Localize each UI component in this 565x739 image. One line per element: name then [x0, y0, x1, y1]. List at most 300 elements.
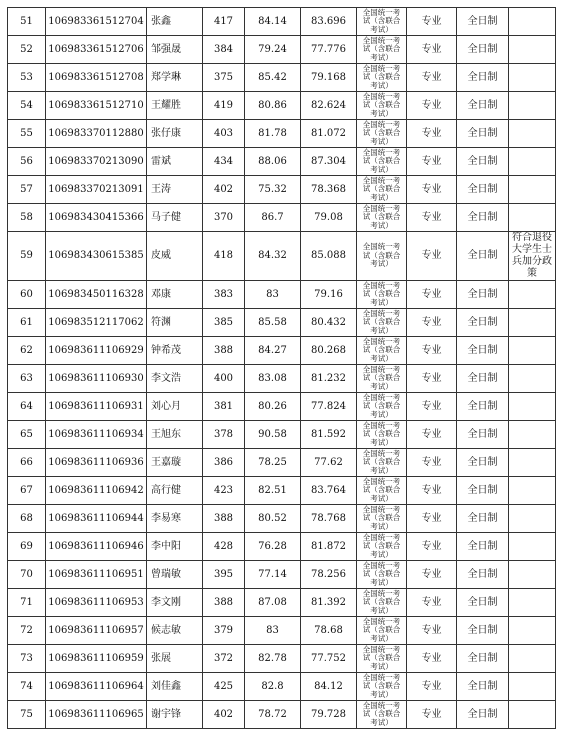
exam-mode-cell [357, 204, 407, 232]
initial-score-cell: 425 [203, 673, 245, 701]
row-number-cell: 72 [8, 617, 46, 645]
degree-type-cell: 专业 [407, 204, 457, 232]
degree-type-cell: 专业 [407, 365, 457, 393]
initial-score-cell: 381 [203, 393, 245, 421]
exam-mode-cell-text: 全国统一考试（含联合考试） [362, 203, 401, 230]
degree-type-cell: 专业 [407, 421, 457, 449]
candidate-id-cell: 106983611106951 [46, 561, 147, 589]
retest-score-cell: 81.78 [245, 120, 301, 148]
table-body [8, 8, 556, 729]
retest-score-cell: 83 [245, 617, 301, 645]
table-row [8, 701, 556, 729]
initial-score-cell: 417 [203, 8, 245, 36]
study-mode-cell: 全日制 [457, 449, 509, 477]
exam-mode-cell-text: 全国统一考试（含联合考试） [362, 392, 401, 419]
row-number-cell: 62 [8, 337, 46, 365]
initial-score-cell: 428 [203, 533, 245, 561]
table-row [8, 421, 556, 449]
candidate-id-cell: 106983361512704 [46, 8, 147, 36]
degree-type-cell: 专业 [407, 701, 457, 729]
exam-mode-cell-text: 全国统一考试（含联合考试） [362, 280, 401, 307]
total-score-cell: 80.268 [301, 337, 357, 365]
total-score-cell: 77.752 [301, 645, 357, 673]
initial-score-cell: 375 [203, 64, 245, 92]
candidate-name-cell: 王旭东 [147, 421, 203, 449]
retest-score-cell: 82.51 [245, 477, 301, 505]
initial-score-cell: 434 [203, 148, 245, 176]
exam-mode-cell-text: 全国统一考试（含联合考试） [362, 700, 401, 727]
initial-score-cell: 423 [203, 477, 245, 505]
exam-mode-cell-text: 全国统一考试（含联合考试） [362, 308, 401, 335]
exam-mode-cell-text: 全国统一考试（含联合考试） [362, 672, 401, 699]
initial-score-cell: 383 [203, 281, 245, 309]
retest-score-cell: 78.25 [245, 449, 301, 477]
candidate-id-cell: 106983611106965 [46, 701, 147, 729]
total-score-cell: 85.088 [301, 232, 357, 281]
candidate-id-cell: 106983611106964 [46, 673, 147, 701]
initial-score-cell: 386 [203, 449, 245, 477]
table-row [8, 281, 556, 309]
candidate-name-cell: 皮威 [147, 232, 203, 281]
candidate-id-cell: 106983611106946 [46, 533, 147, 561]
retest-score-cell: 77.14 [245, 561, 301, 589]
total-score-cell: 83.764 [301, 477, 357, 505]
candidate-id-cell: 106983430615385 [46, 232, 147, 281]
degree-type-cell: 专业 [407, 176, 457, 204]
remark-cell [509, 365, 556, 393]
study-mode-cell: 全日制 [457, 176, 509, 204]
candidate-id-cell: 106983361512706 [46, 36, 147, 64]
degree-type-cell: 专业 [407, 337, 457, 365]
candidate-name-cell: 张仔康 [147, 120, 203, 148]
exam-mode-cell-text: 全国统一考试（含联合考试） [362, 532, 401, 559]
row-number-cell: 64 [8, 393, 46, 421]
candidate-name-cell: 刘心月 [147, 393, 203, 421]
exam-mode-cell [357, 561, 407, 589]
exam-mode-cell [357, 533, 407, 561]
initial-score-cell: 418 [203, 232, 245, 281]
table-row [8, 477, 556, 505]
candidate-id-cell: 106983611106944 [46, 505, 147, 533]
initial-score-cell: 372 [203, 645, 245, 673]
retest-score-cell: 79.24 [245, 36, 301, 64]
remark-cell [509, 204, 556, 232]
initial-score-cell: 388 [203, 337, 245, 365]
candidate-id-cell: 106983611106953 [46, 589, 147, 617]
exam-mode-cell [357, 309, 407, 337]
study-mode-cell: 全日制 [457, 617, 509, 645]
exam-mode-cell-text: 全国统一考试（含联合考试） [362, 147, 401, 174]
remark-cell [509, 617, 556, 645]
candidate-id-cell: 106983370112880 [46, 120, 147, 148]
remark-cell [509, 393, 556, 421]
study-mode-cell: 全日制 [457, 120, 509, 148]
candidate-id-cell: 106983611106936 [46, 449, 147, 477]
table-row [8, 309, 556, 337]
exam-mode-cell-text: 全国统一考试（含联合考试） [362, 588, 401, 615]
table-row [8, 645, 556, 673]
degree-type-cell: 专业 [407, 617, 457, 645]
table-row [8, 232, 556, 281]
exam-mode-cell [357, 148, 407, 176]
retest-score-cell: 80.52 [245, 505, 301, 533]
remark-cell [509, 673, 556, 701]
degree-type-cell: 专业 [407, 309, 457, 337]
row-number-cell: 53 [8, 64, 46, 92]
retest-score-cell: 80.26 [245, 393, 301, 421]
degree-type-cell: 专业 [407, 8, 457, 36]
study-mode-cell: 全日制 [457, 701, 509, 729]
total-score-cell: 84.12 [301, 673, 357, 701]
candidate-name-cell: 张鑫 [147, 8, 203, 36]
table-row [8, 92, 556, 120]
retest-score-cell: 83 [245, 281, 301, 309]
candidate-name-cell: 马子健 [147, 204, 203, 232]
row-number-cell: 56 [8, 148, 46, 176]
initial-score-cell: 402 [203, 176, 245, 204]
row-number-cell: 74 [8, 673, 46, 701]
candidate-name-cell: 李中阳 [147, 533, 203, 561]
study-mode-cell: 全日制 [457, 92, 509, 120]
total-score-cell: 78.368 [301, 176, 357, 204]
total-score-cell: 78.256 [301, 561, 357, 589]
initial-score-cell: 388 [203, 589, 245, 617]
row-number-cell: 52 [8, 36, 46, 64]
candidate-name-cell: 刘佳鑫 [147, 673, 203, 701]
retest-score-cell: 85.58 [245, 309, 301, 337]
row-number-cell: 55 [8, 120, 46, 148]
initial-score-cell: 395 [203, 561, 245, 589]
degree-type-cell: 专业 [407, 673, 457, 701]
initial-score-cell: 419 [203, 92, 245, 120]
exam-mode-cell [357, 505, 407, 533]
candidate-name-cell: 曾瑞敏 [147, 561, 203, 589]
candidate-name-cell: 邹强晟 [147, 36, 203, 64]
remark-cell [509, 64, 556, 92]
candidate-name-cell: 李文浩 [147, 365, 203, 393]
candidate-id-cell: 106983611106931 [46, 393, 147, 421]
candidate-id-cell: 106983430415366 [46, 204, 147, 232]
study-mode-cell: 全日制 [457, 204, 509, 232]
retest-score-cell: 85.42 [245, 64, 301, 92]
retest-score-cell: 75.32 [245, 176, 301, 204]
table-row [8, 393, 556, 421]
remark-cell [509, 645, 556, 673]
remark-cell [509, 533, 556, 561]
study-mode-cell: 全日制 [457, 673, 509, 701]
retest-score-cell: 78.72 [245, 701, 301, 729]
initial-score-cell: 378 [203, 421, 245, 449]
exam-mode-cell [357, 421, 407, 449]
exam-mode-cell-text: 全国统一考试（含联合考试） [362, 119, 401, 146]
exam-mode-cell-text: 全国统一考试（含联合考试） [362, 420, 401, 447]
row-number-cell: 63 [8, 365, 46, 393]
study-mode-cell: 全日制 [457, 36, 509, 64]
candidate-name-cell: 邓康 [147, 281, 203, 309]
exam-mode-cell-text: 全国统一考试（含联合考试） [362, 476, 401, 503]
degree-type-cell: 专业 [407, 449, 457, 477]
retest-score-cell: 84.32 [245, 232, 301, 281]
study-mode-cell: 全日制 [457, 505, 509, 533]
degree-type-cell: 专业 [407, 589, 457, 617]
exam-mode-cell [357, 701, 407, 729]
initial-score-cell: 403 [203, 120, 245, 148]
degree-type-cell: 专业 [407, 477, 457, 505]
exam-mode-cell-text: 全国统一考试（含联合考试） [362, 644, 401, 671]
initial-score-cell: 400 [203, 365, 245, 393]
total-score-cell: 81.072 [301, 120, 357, 148]
table-row [8, 36, 556, 64]
retest-score-cell: 86.7 [245, 204, 301, 232]
row-number-cell: 61 [8, 309, 46, 337]
exam-mode-cell [357, 337, 407, 365]
table-row [8, 365, 556, 393]
study-mode-cell: 全日制 [457, 281, 509, 309]
row-number-cell: 58 [8, 204, 46, 232]
total-score-cell: 87.304 [301, 148, 357, 176]
remark-cell [509, 232, 556, 281]
table-row [8, 204, 556, 232]
exam-mode-cell [357, 393, 407, 421]
degree-type-cell: 专业 [407, 232, 457, 281]
study-mode-cell: 全日制 [457, 477, 509, 505]
retest-score-cell: 84.14 [245, 8, 301, 36]
candidate-id-cell: 106983611106959 [46, 645, 147, 673]
study-mode-cell: 全日制 [457, 232, 509, 281]
exam-mode-cell [357, 120, 407, 148]
candidate-id-cell: 106983611106934 [46, 421, 147, 449]
row-number-cell: 60 [8, 281, 46, 309]
initial-score-cell: 388 [203, 505, 245, 533]
exam-mode-cell [357, 64, 407, 92]
total-score-cell: 81.232 [301, 365, 357, 393]
row-number-cell: 66 [8, 449, 46, 477]
study-mode-cell: 全日制 [457, 148, 509, 176]
exam-mode-cell-text: 全国统一考试（含联合考试） [362, 504, 401, 531]
candidate-id-cell: 106983512117062 [46, 309, 147, 337]
total-score-cell: 77.824 [301, 393, 357, 421]
exam-mode-cell [357, 8, 407, 36]
degree-type-cell: 专业 [407, 505, 457, 533]
table-row [8, 176, 556, 204]
exam-mode-cell-text: 全国统一考试（含联合考试） [362, 35, 401, 62]
row-number-cell: 73 [8, 645, 46, 673]
study-mode-cell: 全日制 [457, 645, 509, 673]
total-score-cell: 80.432 [301, 309, 357, 337]
table-row [8, 533, 556, 561]
candidate-name-cell: 王耀胜 [147, 92, 203, 120]
retest-score-cell: 82.78 [245, 645, 301, 673]
remark-cell [509, 92, 556, 120]
remark-cell [509, 701, 556, 729]
total-score-cell: 81.592 [301, 421, 357, 449]
candidate-id-cell: 106983370213090 [46, 148, 147, 176]
study-mode-cell: 全日制 [457, 421, 509, 449]
candidate-id-cell: 106983611106930 [46, 365, 147, 393]
exam-mode-cell [357, 176, 407, 204]
candidate-name-cell: 李易寒 [147, 505, 203, 533]
candidate-name-cell: 李文刚 [147, 589, 203, 617]
total-score-cell: 79.728 [301, 701, 357, 729]
candidate-name-cell: 张展 [147, 645, 203, 673]
initial-score-cell: 402 [203, 701, 245, 729]
study-mode-cell: 全日制 [457, 393, 509, 421]
exam-mode-cell [357, 232, 407, 281]
row-number-cell: 71 [8, 589, 46, 617]
table-row [8, 617, 556, 645]
exam-mode-cell-text: 全国统一考试（含联合考试） [362, 7, 401, 34]
candidate-id-cell: 106983611106929 [46, 337, 147, 365]
exam-mode-cell-text: 全国统一考试（含联合考试） [362, 364, 401, 391]
table-row [8, 8, 556, 36]
remark-cell [509, 505, 556, 533]
candidate-id-cell: 106983450116328 [46, 281, 147, 309]
initial-score-cell: 370 [203, 204, 245, 232]
remark-cell [509, 281, 556, 309]
total-score-cell: 79.08 [301, 204, 357, 232]
retest-score-cell: 90.58 [245, 421, 301, 449]
remark-cell [509, 337, 556, 365]
study-mode-cell: 全日制 [457, 365, 509, 393]
retest-score-cell: 82.8 [245, 673, 301, 701]
retest-score-cell: 76.28 [245, 533, 301, 561]
remark-cell [509, 589, 556, 617]
initial-score-cell: 385 [203, 309, 245, 337]
exam-mode-cell-text: 全国统一考试（含联合考试） [362, 616, 401, 643]
retest-score-cell: 87.08 [245, 589, 301, 617]
table-row [8, 449, 556, 477]
candidate-name-cell: 王涛 [147, 176, 203, 204]
study-mode-cell: 全日制 [457, 533, 509, 561]
degree-type-cell: 专业 [407, 533, 457, 561]
exam-mode-cell [357, 92, 407, 120]
exam-mode-cell-text: 全国统一考试（含联合考试） [362, 336, 401, 363]
exam-mode-cell-text: 全国统一考试（含联合考试） [362, 560, 401, 587]
remark-cell [509, 8, 556, 36]
initial-score-cell: 379 [203, 617, 245, 645]
degree-type-cell: 专业 [407, 36, 457, 64]
exam-mode-cell-text: 全国统一考试（含联合考试） [362, 175, 401, 202]
row-number-cell: 57 [8, 176, 46, 204]
retest-score-cell: 80.86 [245, 92, 301, 120]
initial-score-cell: 384 [203, 36, 245, 64]
remark-cell-text: 符合退役大学生士兵加分政策 [512, 232, 552, 279]
exam-mode-cell [357, 617, 407, 645]
candidate-name-cell: 王嘉璇 [147, 449, 203, 477]
exam-mode-cell [357, 36, 407, 64]
table-row [8, 589, 556, 617]
table-row [8, 673, 556, 701]
exam-mode-cell [357, 673, 407, 701]
table-row [8, 337, 556, 365]
retest-score-cell: 83.08 [245, 365, 301, 393]
row-number-cell: 65 [8, 421, 46, 449]
degree-type-cell: 专业 [407, 64, 457, 92]
remark-cell [509, 148, 556, 176]
retest-score-cell: 84.27 [245, 337, 301, 365]
remark-cell [509, 421, 556, 449]
admission-table [7, 7, 556, 729]
remark-cell [509, 176, 556, 204]
row-number-cell: 67 [8, 477, 46, 505]
exam-mode-cell [357, 449, 407, 477]
total-score-cell: 81.392 [301, 589, 357, 617]
table-row [8, 505, 556, 533]
degree-type-cell: 专业 [407, 561, 457, 589]
row-number-cell: 69 [8, 533, 46, 561]
total-score-cell: 81.872 [301, 533, 357, 561]
degree-type-cell: 专业 [407, 281, 457, 309]
study-mode-cell: 全日制 [457, 8, 509, 36]
total-score-cell: 78.768 [301, 505, 357, 533]
remark-cell [509, 477, 556, 505]
remark-cell [509, 309, 556, 337]
degree-type-cell: 专业 [407, 120, 457, 148]
exam-mode-cell [357, 281, 407, 309]
degree-type-cell: 专业 [407, 148, 457, 176]
study-mode-cell: 全日制 [457, 561, 509, 589]
remark-cell [509, 561, 556, 589]
remark-cell [509, 449, 556, 477]
row-number-cell: 68 [8, 505, 46, 533]
exam-mode-cell [357, 589, 407, 617]
table-row [8, 120, 556, 148]
exam-mode-cell-text: 全国统一考试（含联合考试） [362, 448, 401, 475]
candidate-name-cell: 高行健 [147, 477, 203, 505]
degree-type-cell: 专业 [407, 645, 457, 673]
study-mode-cell: 全日制 [457, 64, 509, 92]
exam-mode-cell-text: 全国统一考试（含联合考试） [362, 63, 401, 90]
candidate-id-cell: 106983611106942 [46, 477, 147, 505]
exam-mode-cell-text: 全国统一考试（含联合考试） [362, 91, 401, 118]
exam-mode-cell [357, 477, 407, 505]
candidate-id-cell: 106983361512708 [46, 64, 147, 92]
table-row [8, 561, 556, 589]
exam-mode-cell [357, 645, 407, 673]
retest-score-cell: 88.06 [245, 148, 301, 176]
row-number-cell: 54 [8, 92, 46, 120]
remark-cell [509, 120, 556, 148]
remark-cell [509, 36, 556, 64]
total-score-cell: 79.168 [301, 64, 357, 92]
total-score-cell: 77.62 [301, 449, 357, 477]
total-score-cell: 79.16 [301, 281, 357, 309]
candidate-id-cell: 106983611106957 [46, 617, 147, 645]
candidate-name-cell: 钟希茂 [147, 337, 203, 365]
total-score-cell: 77.776 [301, 36, 357, 64]
total-score-cell: 82.624 [301, 92, 357, 120]
study-mode-cell: 全日制 [457, 589, 509, 617]
exam-mode-cell-text: 全国统一考试（含联合考试） [362, 242, 401, 269]
row-number-cell: 70 [8, 561, 46, 589]
row-number-cell: 51 [8, 8, 46, 36]
candidate-name-cell: 雷斌 [147, 148, 203, 176]
degree-type-cell: 专业 [407, 393, 457, 421]
candidate-name-cell: 候志敏 [147, 617, 203, 645]
total-score-cell: 83.696 [301, 8, 357, 36]
row-number-cell: 75 [8, 701, 46, 729]
study-mode-cell: 全日制 [457, 337, 509, 365]
row-number-cell: 59 [8, 232, 46, 281]
table-row [8, 64, 556, 92]
candidate-id-cell: 106983361512710 [46, 92, 147, 120]
study-mode-cell: 全日制 [457, 309, 509, 337]
candidate-name-cell: 符渊 [147, 309, 203, 337]
candidate-id-cell: 106983370213091 [46, 176, 147, 204]
exam-mode-cell [357, 365, 407, 393]
candidate-name-cell: 谢宇锋 [147, 701, 203, 729]
total-score-cell: 78.68 [301, 617, 357, 645]
